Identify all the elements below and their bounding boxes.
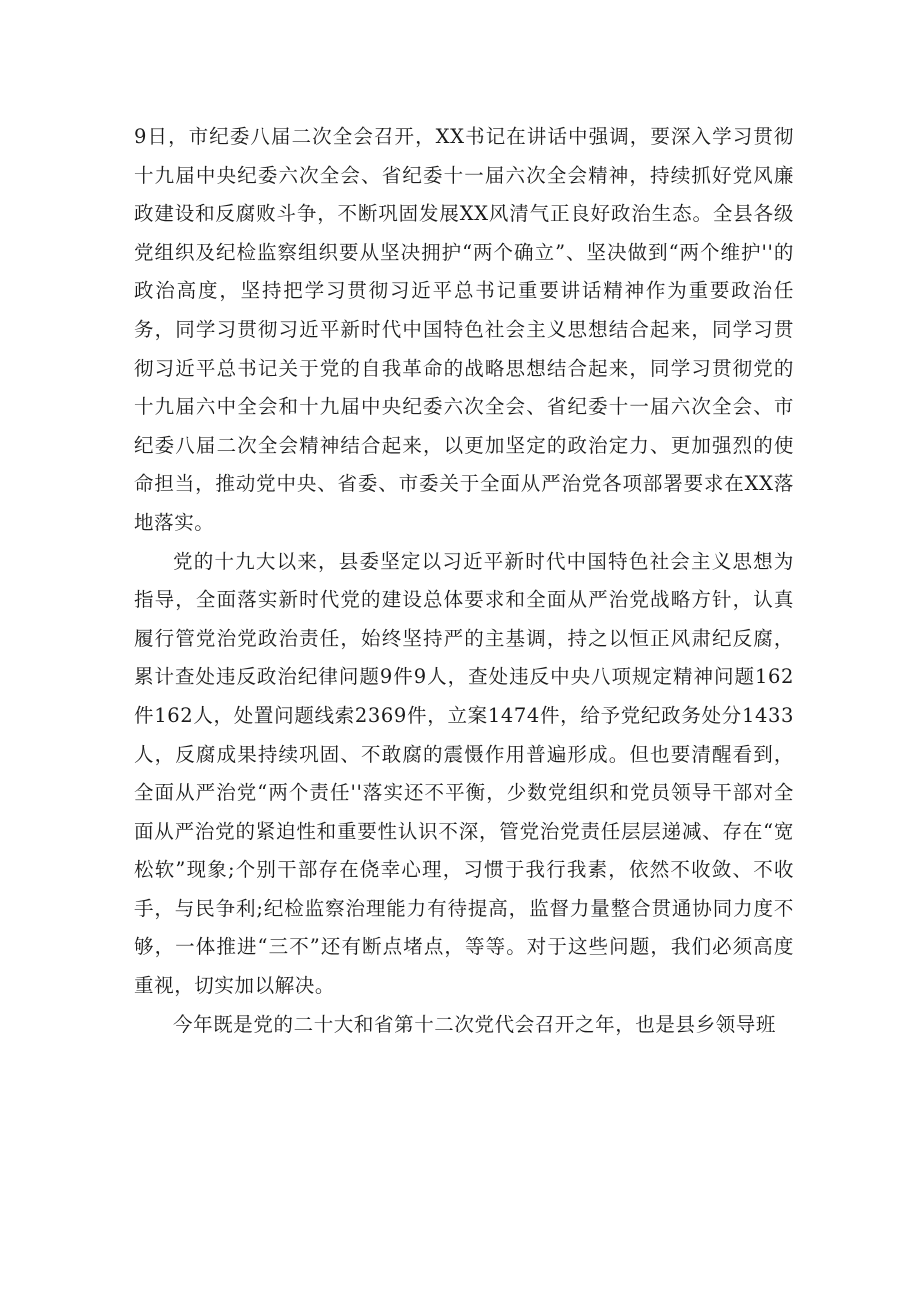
paragraph-this-year: 今年既是党的二十大和省第十二次党代会召开之年，也是县乡领导班 — [173, 1012, 777, 1036]
paragraph-continued: 9日，市纪委八届二次全会召开，XX书记在讲话中强调，要深入学习贯彻十九届中央纪委六次全会、省纪委十一届六次全会精神，持续抓好党风廉政建设和反腐败斗争，不断巩固发展XX风清气正良好政治生态。全县各级党组织及纪检监察组织要从坚决拥护“两个确立”、坚决做到“两个维护''的政治高度，坚持把学习贯彻习近平总书记重要讲话精神作为重要政治任务，同学习贯彻习近平新时代中国特色社会主义思想结合起来，同学习贯彻习近平总书记关于党的自我革命的战略思想结合起来，同学习贯彻党的十九届六中全会和十九届中央纪委六次全会、省纪委十一届六次全会、市纪委八届二次全会精神结合起来，以更加坚定的政治定力、更加强烈的使命担当，推动党中央、省委、市委关于全面从严治党各项部署要求在XX落地落实。 — [134, 125, 794, 534]
paragraph-party-discipline: 党的十九大以来，县委坚定以习近平新时代中国特色社会主义思想为指导，全面落实新时代党的建设总体要求和全面从严治党战略方针，认真履行管党治党政治责任，始终坚持严的主基调，持之以恒正风肃纪反腐，累计查处违反政治纪律问题9件9人，查处违反中央八项规定精神问题162件162人，处置问题线索2369件，立案1474件，给予党纪政务处分1433人，反腐成果持续巩固、不敢腐的震慑作用普遍形成。但也要清醒看到，全面从严治党“两个责任''落实还不平衡，少数党组织和党员领导干部对全面从严治党的紧迫性和重要性认识不深，管党治党责任层层递减、存在“宽松软”现象;个别干部存在侥幸心理，习惯于我行我素，依然不收敛、不收手，与民争利;纪检监察治理能力有待提高，监督力量整合贯通协同力度不够，一体推进“三不”还有断点堵点，等等。对于这些问题，我们必须高度重视，切实加以解决。 — [134, 549, 794, 998]
document-body — [134, 118, 794, 1044]
